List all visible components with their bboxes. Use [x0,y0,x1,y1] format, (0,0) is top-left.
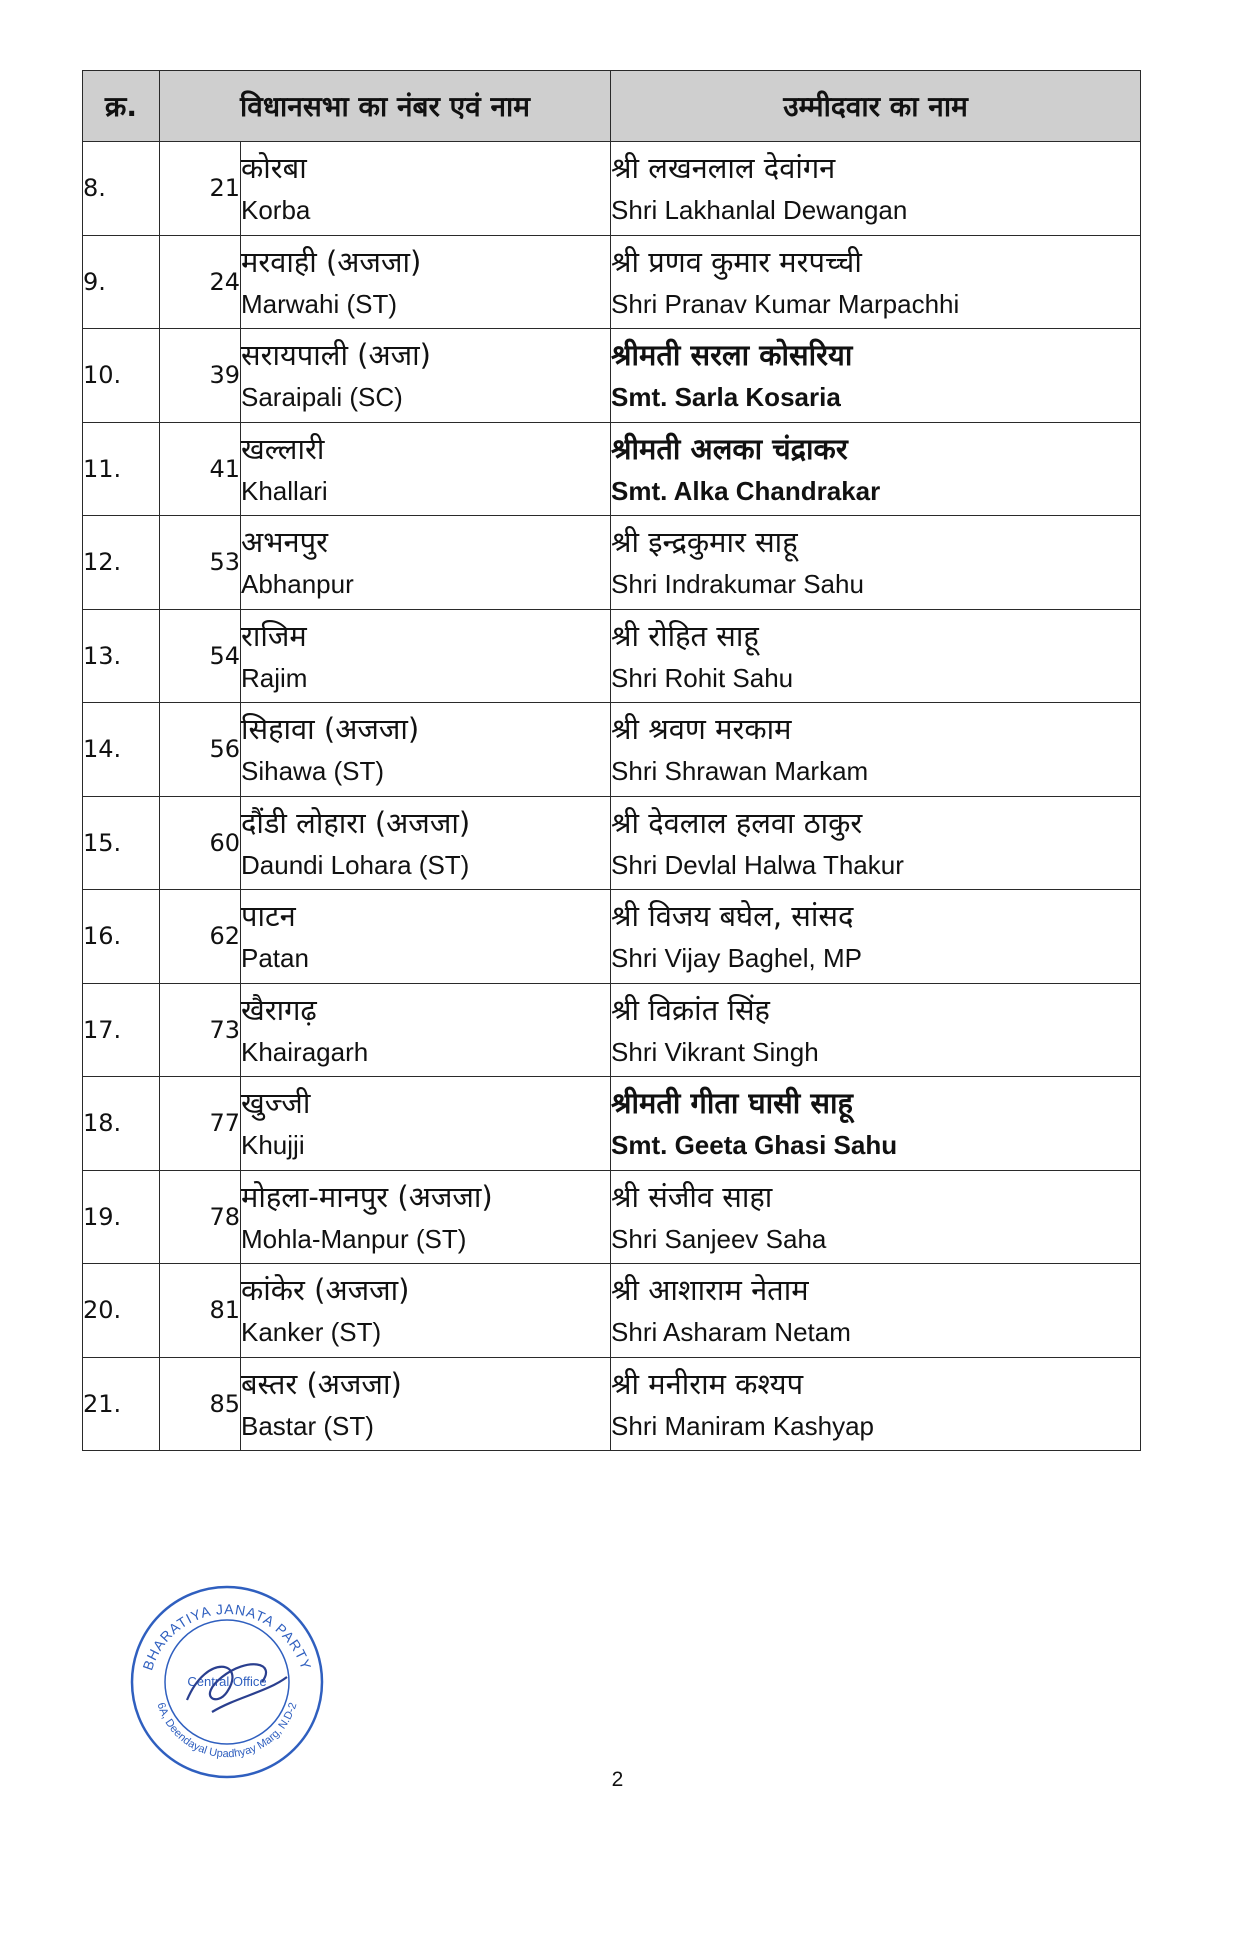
candidate-name-hindi: श्री रोहित साहू [611,618,759,653]
candidate-name [611,235,1141,329]
table-row [83,1264,1141,1358]
candidate-name-hindi: श्री प्रणव कुमार मरपच्ची [611,244,862,279]
constituency-name-english: Patan [241,943,309,974]
candidate-name-hindi: श्री विक्रांत सिंह [611,992,770,1027]
candidate-name [611,796,1141,890]
constituency-number: 56 [160,703,241,797]
serial-number: 10. [83,329,160,423]
candidate-name-english: Shri Sanjeev Saha [611,1223,827,1254]
constituency-number: 53 [160,516,241,610]
candidates-table [82,70,1141,1451]
candidate-name [611,1264,1141,1358]
constituency-name-hindi: दौंडी लोहारा (अजजा) [241,805,471,840]
candidate-name [611,890,1141,984]
table-row [83,516,1141,610]
constituency-number: 54 [160,609,241,703]
table-row [83,796,1141,890]
candidate-name-english: Shri Lakhanlal Dewangan [611,195,908,226]
constituency-name-hindi: बस्तर (अजजा) [241,1366,402,1401]
table-row [83,1170,1141,1264]
constituency-number: 85 [160,1357,241,1451]
constituency-name [241,516,611,610]
serial-number: 21. [83,1357,160,1451]
table-header-row [83,71,1141,142]
constituency-name-hindi: सरायपाली (अजा) [241,338,431,373]
serial-number: 8. [83,142,160,236]
serial-number: 14. [83,703,160,797]
constituency-name [241,1170,611,1264]
candidate-name-hindi: श्री लखनलाल देवांगन [611,151,836,186]
constituency-number: 39 [160,329,241,423]
serial-number: 12. [83,516,160,610]
svg-text:6A, Deendayal Upadhyay Marg, N [155,1701,300,1760]
constituency-name-english: Khallari [241,475,328,506]
constituency-number: 78 [160,1170,241,1264]
constituency-name-hindi: कांकेर (अजजा) [241,1273,410,1308]
candidate-name [611,609,1141,703]
candidate-name-english: Shri Indrakumar Sahu [611,569,864,600]
constituency-name-hindi: अभनपुर [241,525,328,560]
candidate-name-english: Shri Devlal Halwa Thakur [611,849,904,880]
candidate-name-english: Shri Asharam Netam [611,1317,851,1348]
constituency-number: 73 [160,983,241,1077]
serial-number: 19. [83,1170,160,1264]
candidate-name-hindi: श्री देवलाल हलवा ठाकुर [611,805,863,840]
candidate-name [611,1357,1141,1451]
constituency-name-hindi: राजिम [241,618,307,653]
constituency-name [241,422,611,516]
candidate-name-hindi: श्री विजय बघेल, सांसद [611,899,854,934]
candidate-name [611,329,1141,423]
candidate-name-hindi: श्रीमती अलका चंद्राकर [611,431,848,466]
serial-number: 13. [83,609,160,703]
constituency-name-english: Rajim [241,662,308,693]
candidate-name-english: Smt. Sarla Kosaria [611,382,841,413]
constituency-name [241,703,611,797]
candidate-name [611,516,1141,610]
serial-number: 20. [83,1264,160,1358]
seal-center-text: Central Office [187,1674,267,1689]
serial-number: 17. [83,983,160,1077]
constituency-name-english: Mohla-Manpur (ST) [241,1223,467,1254]
serial-number: 16. [83,890,160,984]
constituency-name-english: Kanker (ST) [241,1317,382,1348]
table-row [83,422,1141,516]
table-row [83,983,1141,1077]
header-constituency: विधानसभा का नंबर एवं नाम [160,71,611,142]
constituency-name-english: Khujji [241,1130,305,1161]
constituency-name-hindi: खल्लारी [241,431,325,466]
constituency-name-english: Marwahi (ST) [241,288,398,319]
serial-number: 11. [83,422,160,516]
page-number: 2 [611,1768,624,1791]
candidate-name-english: Shri Vijay Baghel, MP [611,943,862,974]
constituency-name [241,1077,611,1171]
party-seal [127,1582,327,1782]
candidate-name-hindi: श्री मनीराम कश्यप [611,1366,804,1401]
constituency-number: 62 [160,890,241,984]
candidate-name-english: Shri Rohit Sahu [611,662,794,693]
constituency-name-english: Sihawa (ST) [241,756,385,787]
serial-number: 9. [83,235,160,329]
constituency-name [241,890,611,984]
constituency-name [241,609,611,703]
candidate-name [611,422,1141,516]
seal-address-text: 6A, Deendayal Upadhyay Marg, N.D-2 [154,1701,300,1761]
candidate-name [611,983,1141,1077]
seal-ring-text: BHARATIYA JANATA PARTY [139,1600,315,1673]
constituency-number: 24 [160,235,241,329]
table-row [83,703,1141,797]
constituency-name [241,1264,611,1358]
constituency-name-hindi: मोहला-मानपुर (अजजा) [241,1179,493,1214]
constituency-name-hindi: कोरबा [241,151,307,186]
candidate-name [611,1077,1141,1171]
constituency-name-hindi: खुज्जी [241,1086,311,1121]
table-row [83,1077,1141,1171]
constituency-number: 81 [160,1264,241,1358]
constituency-name-hindi: सिहावा (अजजा) [241,712,420,747]
table-row [83,329,1141,423]
candidate-name [611,142,1141,236]
candidate-name-hindi: श्रीमती सरला कोसरिया [611,338,853,373]
candidate-name [611,703,1141,797]
candidate-name-english: Smt. Geeta Ghasi Sahu [611,1130,898,1161]
constituency-number: 60 [160,796,241,890]
candidate-name-hindi: श्री संजीव साहा [611,1179,773,1214]
constituency-name-english: Korba [241,195,311,226]
constituency-name-english: Bastar (ST) [241,1410,374,1441]
candidate-name-english: Shri Maniram Kashyap [611,1410,875,1441]
candidate-name-hindi: श्री इन्द्रकुमार साहू [611,525,798,560]
constituency-name-hindi: पाटन [241,899,296,934]
candidate-name-hindi: श्री श्रवण मरकाम [611,712,792,747]
constituency-name-hindi: खैरागढ़ [241,992,317,1027]
serial-number: 18. [83,1077,160,1171]
candidate-name [611,1170,1141,1264]
header-serial: क्र. [83,71,160,142]
constituency-name [241,1357,611,1451]
candidate-name-hindi: श्रीमती गीता घासी साहू [611,1086,853,1121]
constituency-name [241,142,611,236]
candidate-name-english: Smt. Alka Chandrakar [611,475,881,506]
constituency-name-english: Khairagarh [241,1036,369,1067]
constituency-name [241,796,611,890]
table-row [83,235,1141,329]
constituency-number: 77 [160,1077,241,1171]
constituency-number: 21 [160,142,241,236]
candidate-name-english: Shri Vikrant Singh [611,1036,819,1067]
candidate-name-hindi: श्री आशाराम नेताम [611,1273,809,1308]
svg-text:BHARATIYA JANATA PARTY [139,1601,314,1672]
table-row [83,890,1141,984]
serial-number: 15. [83,796,160,890]
constituency-name-hindi: मरवाही (अजजा) [241,244,422,279]
header-candidate: उम्मीदवार का नाम [611,71,1141,142]
table-row [83,142,1141,236]
constituency-number: 41 [160,422,241,516]
constituency-name [241,235,611,329]
candidate-name-english: Shri Shrawan Markam [611,756,869,787]
table-row [83,609,1141,703]
constituency-name-english: Daundi Lohara (ST) [241,849,470,880]
candidate-name-english: Shri Pranav Kumar Marpachhi [611,288,960,319]
constituency-name [241,329,611,423]
constituency-name-english: Saraipali (SC) [241,382,403,413]
constituency-name [241,983,611,1077]
table-row [83,1357,1141,1451]
constituency-name-english: Abhanpur [241,569,354,600]
